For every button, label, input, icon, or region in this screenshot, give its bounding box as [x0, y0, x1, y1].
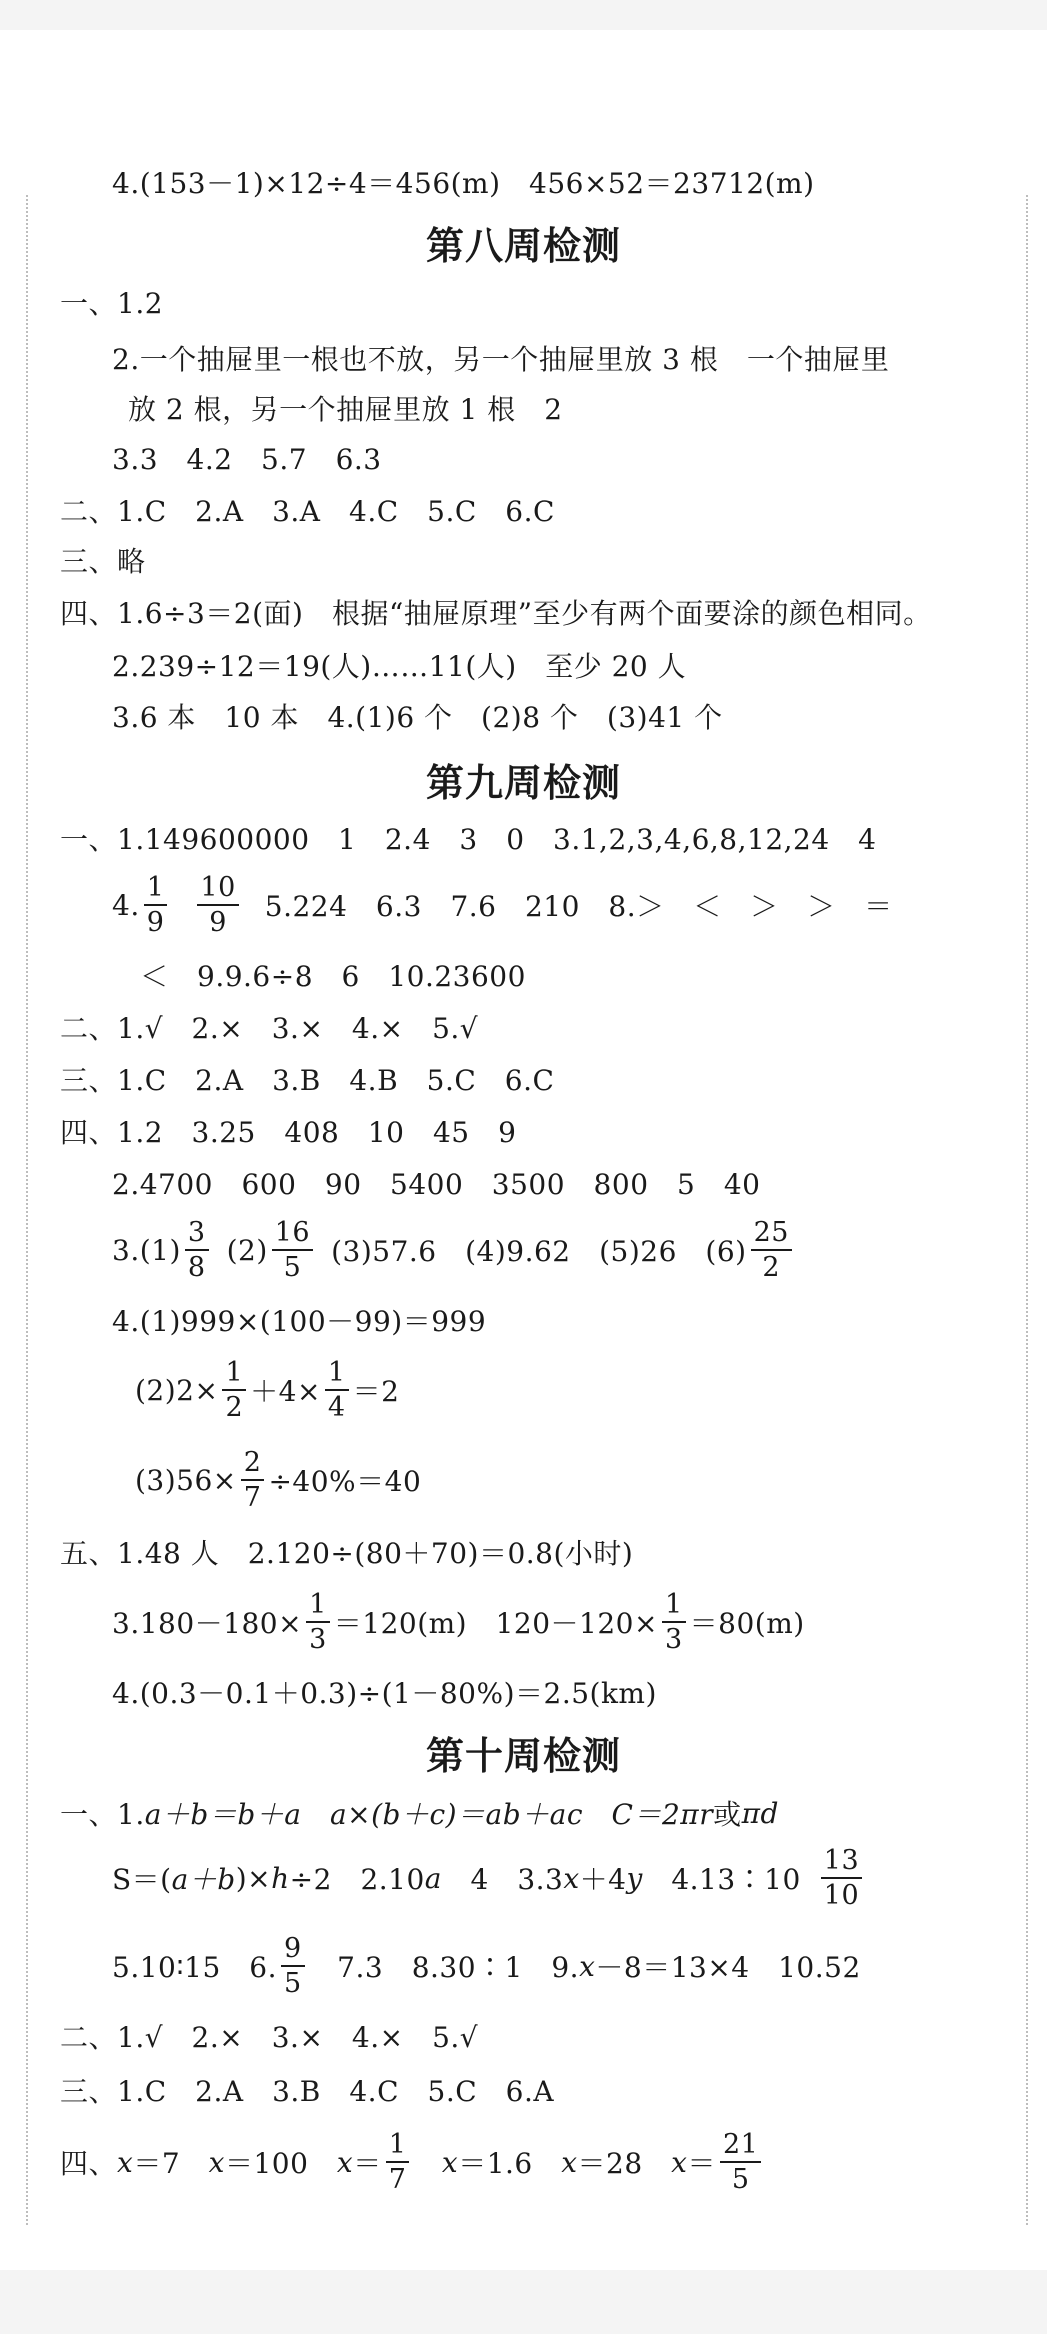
fraction: $\frac{1}{9}$ — [144, 874, 168, 936]
answer-line: 二、1.√ 2.× 3.× 4.× 5.√ — [60, 1012, 479, 1045]
fraction: $\frac{25}{2}$ — [751, 1219, 792, 1281]
left-dotted-border — [26, 195, 28, 2225]
answer-line: (2)2× $\frac{1}{2}$ ＋4× $\frac{1}{4}$ ＝2 — [135, 1357, 400, 1423]
answer-line: 2.4700 600 90 5400 3500 800 5 40 — [112, 1168, 761, 1201]
answer-line: 一、1.149600000 1 2.4 3 0 3.1,2,3,4,6,8,12,24 4 — [60, 823, 877, 856]
answer-line: 三、1.C 2.A 3.B 4.C 5.C 6.A — [60, 2075, 555, 2108]
fraction: $\frac{9}{5}$ — [281, 1935, 305, 1997]
answer-line: 一、1. a＋b＝b＋a a×(b＋c)＝ab＋ac C＝2πr 或 πd — [60, 1796, 779, 1831]
section-title-week9: 第九周检测 — [425, 761, 621, 805]
fraction: $\frac{1}{3}$ — [306, 1591, 330, 1653]
answer-line: (3)56× $\frac{2}{7}$ ÷40%＝40 — [135, 1447, 422, 1513]
answer-line: 三、略 — [60, 545, 146, 578]
answer-line: 三、1.C 2.A 3.B 4.B 5.C 6.C — [60, 1064, 555, 1097]
answer-line: 五、1.48 人 2.120÷(80＋70)＝0.8(小时) — [60, 1537, 634, 1570]
fraction: $\frac{1}{3}$ — [662, 1591, 686, 1653]
answer-line: 四、1.6÷3＝2(面) 根据“抽屉原理”至少有两个面要涂的颜色相同。 — [60, 597, 932, 630]
answer-line: 3.3 4.2 5.7 6.3 — [112, 443, 382, 476]
answer-line: 2.一个抽屉里一根也不放，另一个抽屉里放 3 根 一个抽屉里 — [112, 343, 890, 376]
fraction: $\frac{10}{9}$ — [197, 874, 238, 936]
fraction: $\frac{3}{8}$ — [185, 1219, 209, 1281]
fraction: $\frac{2}{7}$ — [241, 1449, 265, 1511]
answer-line: 一、1.2 — [60, 287, 164, 320]
answer-line: 5.10∶15 6. $\frac{9}{5}$ 7.3 8.30∶1 9. x －8＝13×4 10.52 — [112, 1933, 861, 1999]
fraction: $\frac{13}{10}$ — [821, 1847, 862, 1909]
answer-line: 四、1.2 3.25 408 10 45 9 — [60, 1116, 517, 1149]
answer-line: 二、1.C 2.A 3.A 4.C 5.C 6.C — [60, 495, 555, 528]
section-title-week10: 第十周检测 — [425, 1734, 621, 1778]
fraction: $\frac{1}{2}$ — [222, 1359, 246, 1421]
answer-line: 放 2 根，另一个抽屉里放 1 根 2 — [128, 393, 563, 426]
answer-line: 2.239÷12＝19(人)……11(人) 至少 20 人 — [112, 650, 687, 683]
answer-line: 4.(153－1)×12÷4＝456(m) 456×52＝23712(m) — [112, 167, 815, 200]
answer-line: 3.6 本 10 本 4.(1)6 个 (2)8 个 (3)41 个 — [112, 701, 723, 734]
answer-line: 二、1.√ 2.× 3.× 4.× 5.√ — [60, 2021, 479, 2054]
answer-line: S＝( a＋b )× h ÷2 2.10 a 4 3.3 x ＋4 y 4.13∶10 $\frac{13}{10}$ — [112, 1848, 1047, 1908]
answer-line: ＜ 9.9.6÷8 6 10.23600 — [140, 960, 526, 993]
fraction: $\frac{1}{4}$ — [325, 1359, 349, 1421]
answer-line: 4. $\frac{1}{9}$ $\frac{10}{9}$ 5.224 6.3 7.6 210 8.＞ ＜ ＞ ＞ ＝ — [112, 872, 893, 938]
answer-line: 4.(0.3－0.1＋0.3)÷(1－80%)＝2.5(km) — [112, 1677, 657, 1710]
answer-line: 3.180－180× $\frac{1}{3}$ ＝120(m) 120－120× $\frac{1}{3}$ ＝80(m) — [112, 1589, 805, 1655]
fraction: $\frac{16}{5}$ — [272, 1219, 313, 1281]
answer-line: 4.(1)999×(100－99)＝999 — [112, 1305, 487, 1338]
fraction: $\frac{21}{5}$ — [720, 2131, 761, 2193]
answer-line: 四、 x ＝7 x ＝100 x ＝ $\frac{1}{7}$ x ＝1.6 x ＝28 x ＝ $\frac{21}{5}$ — [60, 2132, 1000, 2192]
section-title-week8: 第八周检测 — [425, 224, 621, 268]
answer-line: 3.(1) $\frac{3}{8}$ (2) $\frac{16}{5}$ (3)57.6 (4)9.62 (5)26 (6) $\frac{25}{2}$ — [112, 1220, 1047, 1280]
fraction: $\frac{1}{7}$ — [386, 2131, 410, 2193]
